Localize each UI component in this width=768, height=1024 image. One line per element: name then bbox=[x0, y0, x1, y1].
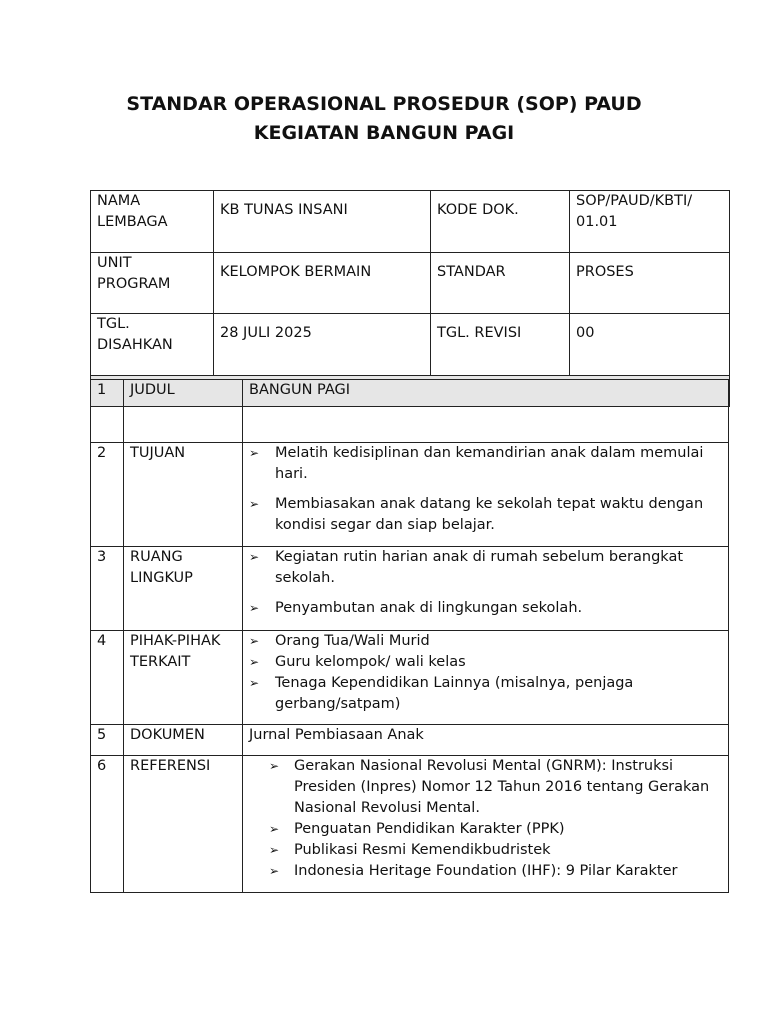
row-label-tujuan: TUJUAN bbox=[124, 443, 243, 547]
row-number: 2 bbox=[91, 443, 124, 547]
list-item-text: Gerakan Nasional Revolusi Mental (GNRM): Instruksi Presiden (Inpres) Nomor 12 Tahun 2016 tentang Gerakan Nasional Revolusi Mental. bbox=[294, 758, 710, 816]
tgl-revisi-label: TGL. REVISI bbox=[431, 314, 570, 376]
metadata-table bbox=[90, 190, 730, 407]
row-number: 3 bbox=[91, 547, 124, 631]
list-item-text: Melatih kedisiplinan dan kemandirian anak dalam memulai hari. bbox=[275, 445, 704, 482]
row-label-pihak-terkait: PIHAK-PIHAK TERKAIT bbox=[124, 631, 243, 725]
list-item-text: Membiasakan anak datang ke sekolah tepat waktu dengan kondisi segar dan siap belajar. bbox=[275, 496, 704, 533]
bullet-list bbox=[249, 443, 722, 536]
arrow-bullet-icon: ➢ bbox=[249, 550, 260, 564]
list-item-text: Penyambutan anak di lingkungan sekolah. bbox=[275, 600, 583, 616]
document-title bbox=[60, 90, 708, 148]
list-item bbox=[269, 840, 722, 861]
unit-program-label: UNIT PROGRAM bbox=[91, 253, 214, 314]
row-number: 6 bbox=[91, 756, 124, 893]
arrow-bullet-icon: ➢ bbox=[249, 655, 260, 669]
arrow-bullet-icon: ➢ bbox=[269, 843, 280, 857]
row-number: 5 bbox=[91, 725, 124, 756]
arrow-bullet-icon: ➢ bbox=[249, 676, 260, 690]
list-item-text: Kegiatan rutin harian anak di rumah sebelum berangkat sekolah. bbox=[275, 549, 684, 586]
list-item bbox=[249, 673, 722, 715]
arrow-bullet-icon: ➢ bbox=[249, 446, 260, 460]
meta-row-tanggal bbox=[91, 314, 730, 376]
sop-row-tujuan bbox=[91, 443, 729, 547]
list-item-text: Tenaga Kependidikan Lainnya (misalnya, penjaga gerbang/satpam) bbox=[275, 675, 634, 712]
tgl-revisi-value: 00 bbox=[570, 314, 730, 376]
title-line-1: STANDAR OPERASIONAL PROSEDUR (SOP) PAUD bbox=[126, 93, 642, 115]
row-number: 4 bbox=[91, 631, 124, 725]
kode-dok-label: KODE DOK. bbox=[431, 191, 570, 253]
arrow-bullet-icon: ➢ bbox=[269, 759, 280, 773]
sop-row-pihak-terkait bbox=[91, 631, 729, 725]
list-item bbox=[249, 547, 722, 589]
nama-lembaga-value: KB TUNAS INSANI bbox=[214, 191, 431, 253]
arrow-bullet-icon: ➢ bbox=[269, 822, 280, 836]
bullet-list bbox=[249, 547, 722, 619]
meta-row-lembaga bbox=[91, 191, 730, 253]
row-content-referensi bbox=[243, 756, 729, 893]
list-item bbox=[269, 756, 722, 819]
list-item bbox=[249, 631, 722, 652]
standar-label: STANDAR bbox=[431, 253, 570, 314]
arrow-bullet-icon: ➢ bbox=[269, 864, 280, 878]
list-item-text: Orang Tua/Wali Murid bbox=[275, 633, 430, 649]
arrow-bullet-icon: ➢ bbox=[249, 497, 260, 511]
arrow-bullet-icon: ➢ bbox=[249, 634, 260, 648]
tgl-disahkan-value: 28 JULI 2025 bbox=[214, 314, 431, 376]
bullet-list bbox=[249, 756, 722, 882]
list-item bbox=[269, 819, 722, 840]
kode-dok-value: SOP/PAUD/KBTI/ 01.01 bbox=[570, 191, 730, 253]
title-line-2: KEGIATAN BANGUN PAGI bbox=[253, 122, 515, 144]
list-item bbox=[249, 652, 722, 673]
row-number: 1 bbox=[91, 380, 124, 443]
sop-row-referensi bbox=[91, 756, 729, 893]
meta-row-program bbox=[91, 253, 730, 314]
row-content-dokumen: Jurnal Pembiasaan Anak bbox=[243, 725, 729, 756]
list-item bbox=[269, 861, 722, 882]
row-content-tujuan bbox=[243, 443, 729, 547]
list-item-text: Penguatan Pendidikan Karakter (PPK) bbox=[294, 821, 565, 837]
row-label-dokumen: DOKUMEN bbox=[124, 725, 243, 756]
list-item bbox=[249, 598, 722, 619]
list-item-text: Publikasi Resmi Kemendikbudristek bbox=[294, 842, 551, 858]
list-item bbox=[249, 443, 722, 485]
row-label-ruang-lingkup: RUANG LINGKUP bbox=[124, 547, 243, 631]
arrow-bullet-icon: ➢ bbox=[249, 601, 260, 615]
list-item-text: Guru kelompok/ wali kelas bbox=[275, 654, 466, 670]
unit-program-value: KELOMPOK BERMAIN bbox=[214, 253, 431, 314]
list-item bbox=[249, 494, 722, 536]
nama-lembaga-label: NAMA LEMBAGA bbox=[91, 191, 214, 253]
row-label-referensi: REFERENSI bbox=[124, 756, 243, 893]
row-content-pihak-terkait bbox=[243, 631, 729, 725]
standar-value: PROSES bbox=[570, 253, 730, 314]
bullet-list bbox=[249, 631, 722, 715]
row-label-judul: JUDUL bbox=[124, 380, 243, 443]
list-item-text: Indonesia Heritage Foundation (IHF): 9 Pilar Karakter bbox=[294, 863, 678, 879]
sop-table bbox=[90, 379, 729, 893]
sop-row-judul bbox=[91, 380, 729, 443]
row-content-judul: BANGUN PAGI bbox=[243, 380, 729, 443]
sop-row-dokumen bbox=[91, 725, 729, 756]
tgl-disahkan-label: TGL. DISAHKAN bbox=[91, 314, 214, 376]
sop-row-ruang-lingkup bbox=[91, 547, 729, 631]
row-content-ruang-lingkup bbox=[243, 547, 729, 631]
